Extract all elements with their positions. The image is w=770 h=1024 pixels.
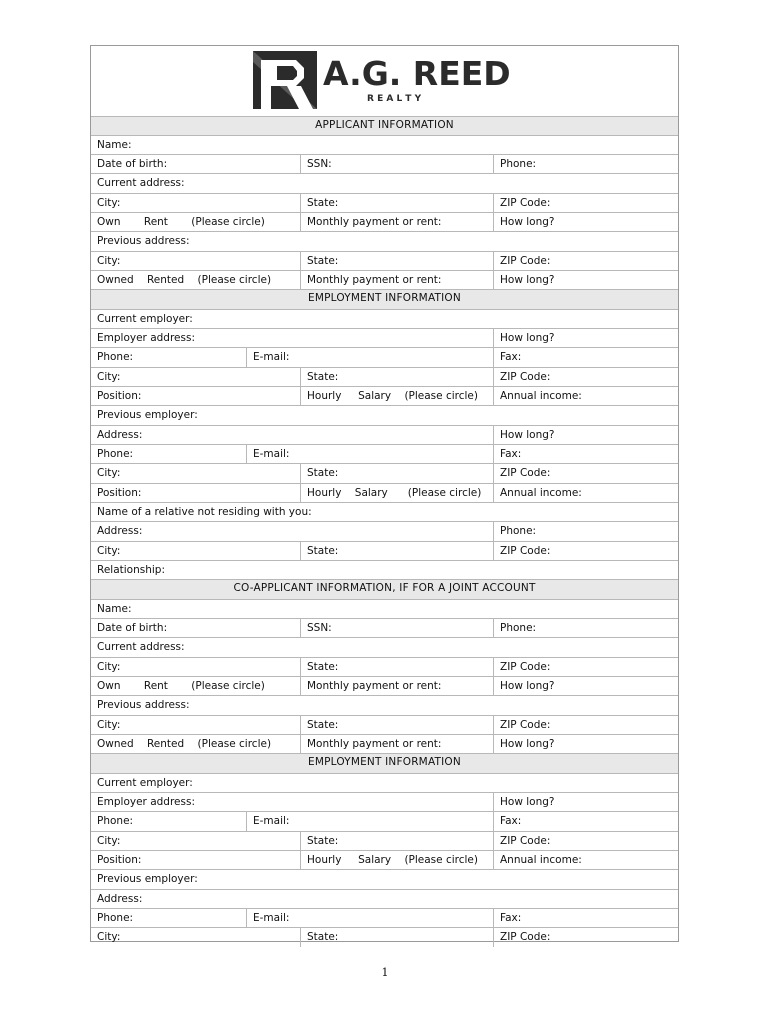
field-label: Fax: [500, 815, 522, 828]
field-label: Date of birth: [97, 158, 168, 171]
field-label: City: [97, 660, 121, 673]
form-field[interactable] [493, 368, 678, 386]
form-field[interactable] [91, 445, 246, 463]
field-label: Hourly Salary (Please circle) [307, 854, 478, 867]
form-row [91, 193, 678, 212]
field-label: Fax: [500, 912, 522, 925]
field-label: Current employer: [97, 312, 193, 325]
field-label: City: [97, 196, 121, 209]
form-field[interactable] [493, 194, 678, 212]
form-field[interactable] [91, 368, 300, 386]
form-row [91, 386, 678, 405]
form-field[interactable] [91, 928, 300, 946]
field-label: E-mail: [253, 448, 290, 461]
form-field[interactable] [91, 561, 678, 579]
form-row [91, 657, 678, 676]
field-label: Hourly Salary (Please circle) [307, 486, 482, 499]
field-label: State: [307, 718, 339, 731]
form-field[interactable] [300, 716, 493, 734]
field-label: Previous employer: [97, 873, 198, 886]
form-field[interactable] [300, 194, 493, 212]
form-row [91, 347, 678, 366]
field-label: Position: [97, 854, 142, 867]
form-field[interactable] [300, 677, 493, 695]
form-row [91, 869, 678, 888]
form-row [91, 521, 678, 540]
form-row [91, 831, 678, 850]
form-field[interactable] [91, 484, 300, 502]
form-field[interactable] [493, 348, 678, 366]
field-label: City: [97, 254, 121, 267]
form-field[interactable] [300, 368, 493, 386]
form-row [91, 328, 678, 347]
form-row [91, 695, 678, 714]
form-field[interactable] [91, 136, 678, 154]
form-field[interactable] [493, 213, 678, 231]
field-label: How long? [500, 796, 555, 809]
field-label: Address: [97, 525, 143, 538]
form-field[interactable] [91, 426, 493, 444]
field-label: Phone: [97, 351, 134, 364]
field-label: Phone: [97, 815, 134, 828]
field-label: ZIP Code: [500, 834, 551, 847]
field-label: How long? [500, 332, 555, 345]
form-field[interactable] [91, 658, 300, 676]
field-label: Previous address: [97, 235, 190, 248]
field-label: Fax: [500, 448, 522, 461]
field-label: Address: [97, 892, 143, 905]
form-field[interactable] [493, 387, 678, 405]
form-field[interactable] [493, 522, 678, 540]
field-label: Date of birth: [97, 622, 168, 635]
field-label: Annual income: [500, 854, 582, 867]
field-label: Phone: [500, 622, 537, 635]
form-field[interactable] [246, 445, 493, 463]
form-field[interactable] [91, 387, 300, 405]
form-row [91, 154, 678, 173]
field-label: ZIP Code: [500, 931, 551, 944]
logo-subtitle: R E A L T Y [367, 94, 422, 104]
form-row [91, 792, 678, 811]
form-row [91, 367, 678, 386]
form-field[interactable] [91, 213, 300, 231]
form-field[interactable] [91, 406, 678, 424]
form-row [91, 270, 678, 289]
field-label: ZIP Code: [500, 467, 551, 480]
field-label: Name of a relative not residing with you: [97, 506, 312, 519]
field-label: ZIP Code: [500, 370, 551, 383]
form-field[interactable] [91, 329, 493, 347]
form-field[interactable] [300, 658, 493, 676]
form-field[interactable] [91, 870, 678, 888]
form-row [91, 212, 678, 231]
form-field[interactable] [300, 484, 493, 502]
form-field[interactable] [91, 542, 300, 560]
form-field[interactable] [91, 174, 678, 192]
form-field[interactable] [91, 310, 678, 328]
field-label: E-mail: [253, 351, 290, 364]
form-field[interactable] [493, 542, 678, 560]
field-label: Own Rent (Please circle) [97, 216, 265, 229]
field-label: City: [97, 834, 121, 847]
form-row [91, 135, 678, 154]
form-row [91, 560, 678, 579]
section-header [91, 116, 678, 135]
field-label: State: [307, 467, 339, 480]
form-field[interactable] [300, 464, 493, 482]
section-title: APPLICANT INFORMATION [315, 118, 454, 131]
section-title: EMPLOYMENT INFORMATION [308, 292, 461, 305]
form-row [91, 502, 678, 521]
field-label: Annual income: [500, 486, 582, 499]
form-field[interactable] [246, 909, 493, 927]
form-field[interactable] [493, 329, 678, 347]
field-label: Monthly payment or rent: [307, 216, 442, 229]
field-label: SSN: [307, 622, 332, 635]
field-label: City: [97, 467, 121, 480]
field-label: State: [307, 931, 339, 944]
form-field[interactable] [91, 155, 300, 173]
form-field[interactable] [493, 619, 678, 637]
form-field[interactable] [91, 600, 678, 618]
section-header [91, 753, 678, 772]
field-label: Monthly payment or rent: [307, 680, 442, 693]
field-label: How long? [500, 738, 555, 751]
form-row [91, 927, 678, 946]
field-label: Phone: [97, 448, 134, 461]
field-label: State: [307, 660, 339, 673]
field-label: Phone: [97, 912, 134, 925]
section-header [91, 579, 678, 598]
form-field[interactable] [300, 735, 493, 753]
field-label: Address: [97, 428, 143, 441]
form-field[interactable] [493, 271, 678, 289]
form-field[interactable] [493, 658, 678, 676]
form-row [91, 483, 678, 502]
form-field[interactable] [493, 793, 678, 811]
form-field[interactable] [493, 909, 678, 927]
form-field[interactable] [493, 928, 678, 946]
form-field[interactable] [493, 716, 678, 734]
form-row [91, 773, 678, 792]
ag-reed-logo-icon [91, 46, 678, 115]
form-field[interactable] [493, 445, 678, 463]
form-row [91, 251, 678, 270]
field-label: Annual income: [500, 390, 582, 403]
field-label: State: [307, 544, 339, 557]
field-label: Phone: [500, 158, 537, 171]
form-field[interactable] [91, 677, 300, 695]
form-field[interactable] [300, 387, 493, 405]
form-field[interactable] [300, 832, 493, 850]
section-title: CO-APPLICANT INFORMATION, IF FOR A JOINT ACCOUNT [233, 582, 536, 595]
field-label: Hourly Salary (Please circle) [307, 390, 478, 403]
field-label: Previous address: [97, 699, 190, 712]
field-label: Name: [97, 602, 132, 615]
field-label: City: [97, 931, 121, 944]
form-field[interactable] [91, 696, 678, 714]
field-label: How long? [500, 428, 555, 441]
form-field[interactable] [91, 194, 300, 212]
form-row [91, 618, 678, 637]
field-label: How long? [500, 274, 555, 287]
form-field[interactable] [493, 484, 678, 502]
field-label: ZIP Code: [500, 718, 551, 731]
form-field[interactable] [91, 774, 678, 792]
form-row [91, 599, 678, 618]
form-field[interactable] [91, 890, 678, 908]
field-label: ZIP Code: [500, 660, 551, 673]
form-row [91, 637, 678, 656]
page-number: 1 [381, 966, 389, 979]
form-field[interactable] [91, 735, 300, 753]
form-row [91, 850, 678, 869]
field-label: E-mail: [253, 815, 290, 828]
field-label: City: [97, 718, 121, 731]
form-field[interactable] [91, 851, 300, 869]
form-field[interactable] [91, 522, 493, 540]
field-label: Monthly payment or rent: [307, 274, 442, 287]
field-label: Monthly payment or rent: [307, 738, 442, 751]
field-label: Position: [97, 390, 142, 403]
form-field[interactable] [493, 851, 678, 869]
form-row [91, 173, 678, 192]
form-field[interactable] [91, 832, 300, 850]
form-field[interactable] [493, 426, 678, 444]
field-label: How long? [500, 680, 555, 693]
field-label: E-mail: [253, 912, 290, 925]
field-label: City: [97, 370, 121, 383]
field-label: Previous employer: [97, 409, 198, 422]
form-field[interactable] [91, 638, 678, 656]
form-field[interactable] [493, 464, 678, 482]
form-field[interactable] [91, 716, 300, 734]
form-field[interactable] [300, 213, 493, 231]
form-row [91, 463, 678, 482]
form-field[interactable] [91, 619, 300, 637]
form-field[interactable] [300, 271, 493, 289]
form-field[interactable] [246, 812, 493, 830]
form-field[interactable] [493, 735, 678, 753]
section-title: EMPLOYMENT INFORMATION [308, 756, 461, 769]
field-label: Name: [97, 138, 132, 151]
field-label: ZIP Code: [500, 196, 551, 209]
field-label: Owned Rented (Please circle) [97, 274, 272, 287]
form-row [91, 541, 678, 560]
field-label: Employer address: [97, 332, 195, 345]
form-field[interactable] [300, 619, 493, 637]
form-field[interactable] [91, 348, 246, 366]
field-label: State: [307, 370, 339, 383]
form-field[interactable] [493, 155, 678, 173]
section-header [91, 289, 678, 308]
field-label: Position: [97, 486, 142, 499]
form-field[interactable] [300, 928, 493, 946]
form-field[interactable] [91, 464, 300, 482]
form-field[interactable] [91, 793, 493, 811]
form-field[interactable] [91, 232, 678, 250]
field-label: Owned Rented (Please circle) [97, 738, 272, 751]
field-label: Current address: [97, 641, 185, 654]
form-row [91, 908, 678, 927]
form-field[interactable] [91, 252, 300, 270]
form-row [91, 676, 678, 695]
form-field[interactable] [493, 832, 678, 850]
form-row [91, 734, 678, 753]
form-field[interactable] [91, 909, 246, 927]
form-field[interactable] [91, 812, 246, 830]
form-field[interactable] [493, 812, 678, 830]
form-row [91, 425, 678, 444]
field-label: State: [307, 834, 339, 847]
form-field[interactable] [300, 155, 493, 173]
form-row [91, 444, 678, 463]
field-label: Relationship: [97, 564, 165, 577]
rental-application-form [90, 45, 679, 942]
form-field[interactable] [300, 542, 493, 560]
form-row [91, 811, 678, 830]
field-label: Phone: [500, 525, 537, 538]
form-field[interactable] [300, 851, 493, 869]
form-row [91, 715, 678, 734]
field-label: Employer address: [97, 796, 195, 809]
field-label: Own Rent (Please circle) [97, 680, 265, 693]
field-label: Fax: [500, 351, 522, 364]
field-label: City: [97, 544, 121, 557]
field-label: ZIP Code: [500, 544, 551, 557]
company-logo [91, 46, 678, 115]
form-row [91, 231, 678, 250]
form-field[interactable] [493, 252, 678, 270]
field-label: SSN: [307, 158, 332, 171]
field-label: Current address: [97, 177, 185, 190]
field-label: How long? [500, 216, 555, 229]
form-field[interactable] [91, 271, 300, 289]
form-row [91, 309, 678, 328]
logo-brand: A.G. REED [323, 54, 511, 93]
form-field[interactable] [300, 252, 493, 270]
form-row [91, 405, 678, 424]
form-field[interactable] [91, 503, 678, 521]
form-row [91, 889, 678, 908]
field-label: State: [307, 254, 339, 267]
field-label: ZIP Code: [500, 254, 551, 267]
form-field[interactable] [246, 348, 493, 366]
field-label: Current employer: [97, 776, 193, 789]
field-label: State: [307, 196, 339, 209]
form-field[interactable] [493, 677, 678, 695]
